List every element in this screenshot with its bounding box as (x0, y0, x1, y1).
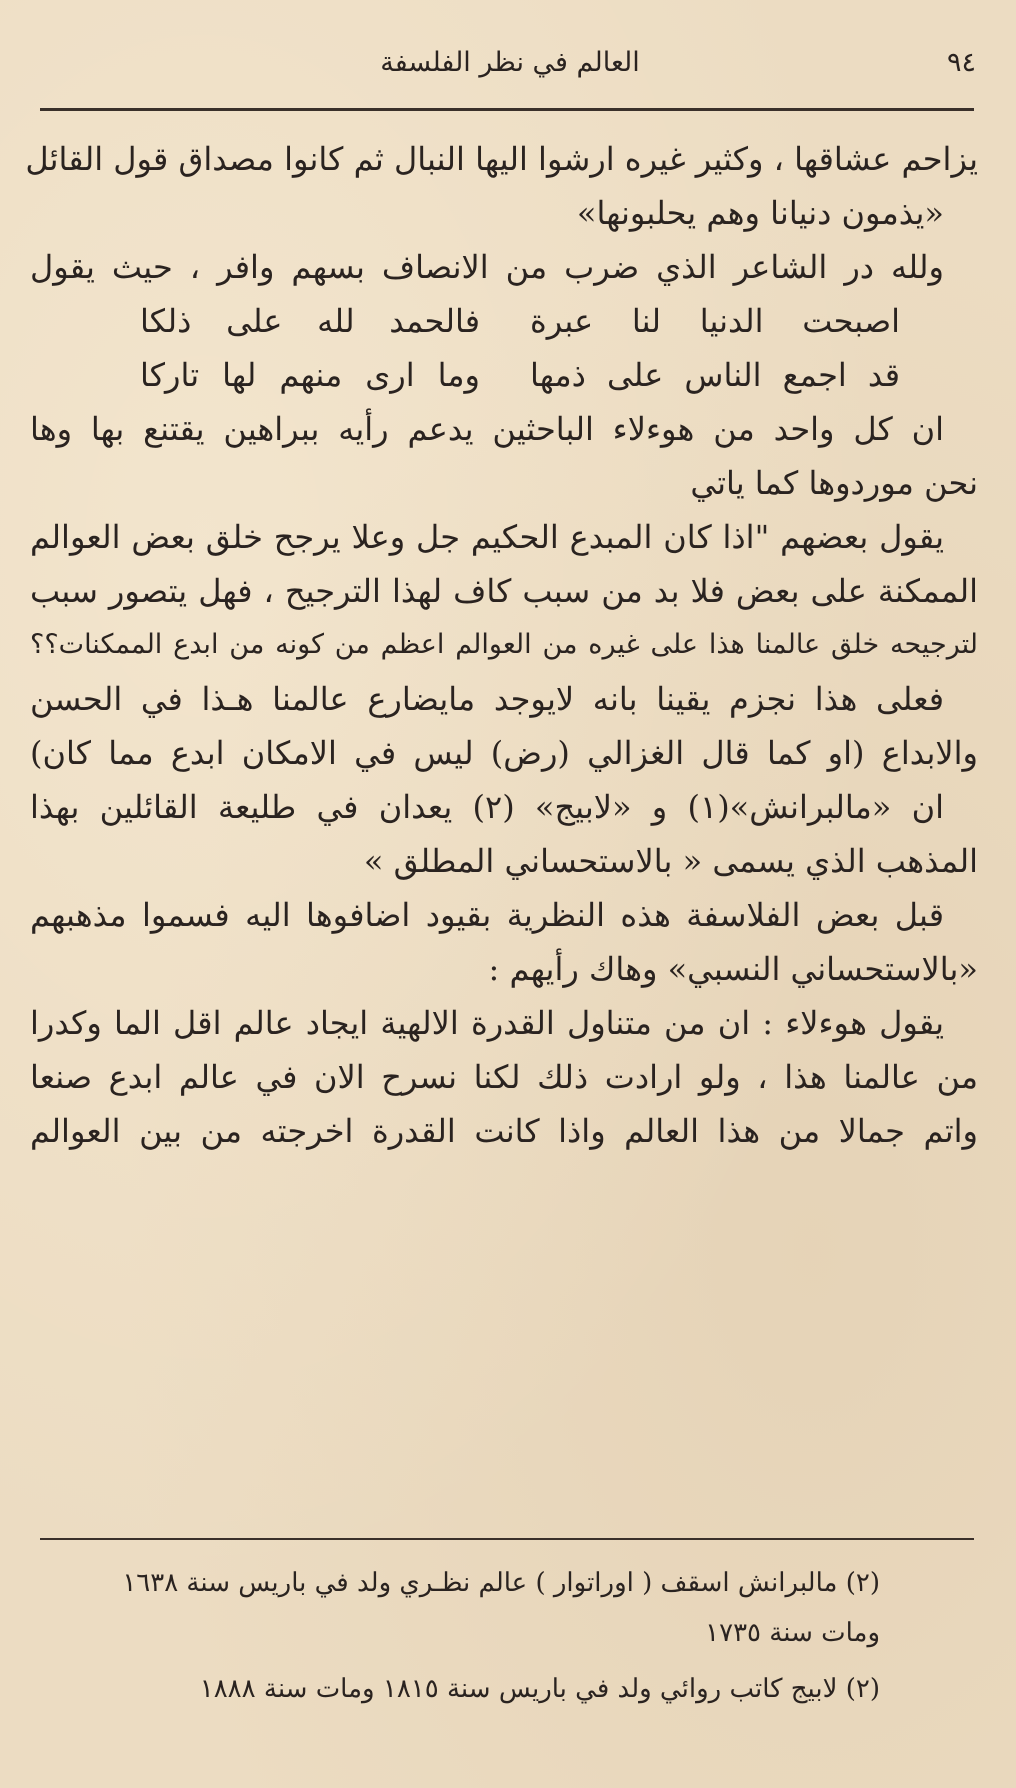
verse-second-hemistich: فالحمد لله على ذلكا (140, 302, 480, 340)
verse-couplet (30, 294, 978, 348)
text-line: يقول هوءلاء : ان من متناول القدرة الالهية ايجاد عالم اقل الما وكدرا (30, 1004, 944, 1042)
text-line: من عالمنا هذا ، ولو ارادت ذلك لكنا نسرح الان في عالم ابدع صنعا (30, 1058, 978, 1096)
text-line: واتم جمالا من هذا العالم واذا كانت القدرة اخرجته من بين العوالم (30, 1112, 978, 1150)
running-header (40, 38, 980, 88)
text-line: ان كل واحد من هوءلاء الباحثين يدعم رأيه ببراهين يقتنع بها وها (30, 410, 945, 448)
running-title: العالم في نظر الفلسفة (380, 47, 640, 78)
verse-second-hemistich: وما ارى منهم لها تاركا (140, 356, 480, 394)
footnote-1-continuation: ومات سنة ١٧٣٥ (705, 1618, 880, 1648)
footnote-2: (٢) لابيج كاتب روائي ولد في باريس سنة ١٨١٥ ومات سنة ١٨٨٨ (199, 1674, 880, 1704)
text-line: ان «مالبرانش»(١) و «لابيج» (٢) يعدان في طليعة القائلين بهذا (30, 788, 945, 826)
verse-couplet (30, 348, 978, 402)
text-line: يقول بعضهم "اذا كان المبدع الحكيم جل وعلا يرجح خلق بعض العوالم (30, 518, 945, 556)
footnote-rule (40, 1538, 974, 1540)
verse-first-hemistich: قد اجمع الناس على ذمها (530, 356, 900, 394)
text-line: فعلى هذا نجزم يقينا بانه لايوجد مايضارع عالمنا هـذا في الحسن (30, 680, 945, 718)
text-line: الممكنة على بعض فلا بد من سبب كاف لهذا الترجيح ، فهل يتصور سبب (30, 572, 978, 610)
footnotes (40, 1558, 980, 1714)
text-line: ولله در الشاعر الذي ضرب من الانصاف بسهم وافر ، حيث يقول (30, 248, 944, 286)
header-rule (40, 108, 974, 111)
footnote-1: (٢) مالبرانش اسقف ( اوراتوار ) عالم نظـري ولد في باريس سنة ١٦٣٨ (122, 1568, 880, 1598)
text-line: «يذمون دنيانا وهم يحلبونها» (576, 194, 944, 232)
body-text (25, 132, 978, 1158)
text-line: يزاحم عشاقها ، وكثير غيره ارشوا اليها النبال ثم كانوا مصداق قول القائل (25, 140, 978, 178)
text-line: والابداع (او كما قال الغزالي (رض) ليس في الامكان ابدع مما كان) (30, 734, 978, 772)
verse-first-hemistich: اصبحت الدنيا لنا عبرة (530, 302, 900, 340)
text-line: نحن موردوها كما ياتي (690, 464, 978, 502)
text-line: المذهب الذي يسمى « بالاستحساني المطلق » (363, 842, 978, 880)
text-line: لترجيحه خلق عالمنا هذا على غيره من العوالم اعظم من كونه من ابدع الممكنات؟؟ (30, 629, 978, 660)
text-line: قبل بعض الفلاسفة هذه النظرية بقيود اضافوها اليه فسموا مذهبهم (30, 896, 944, 934)
page-number: ٩٤ (946, 47, 976, 78)
text-line: «بالاستحساني النسبي» وهاك رأيهم : (488, 950, 978, 988)
